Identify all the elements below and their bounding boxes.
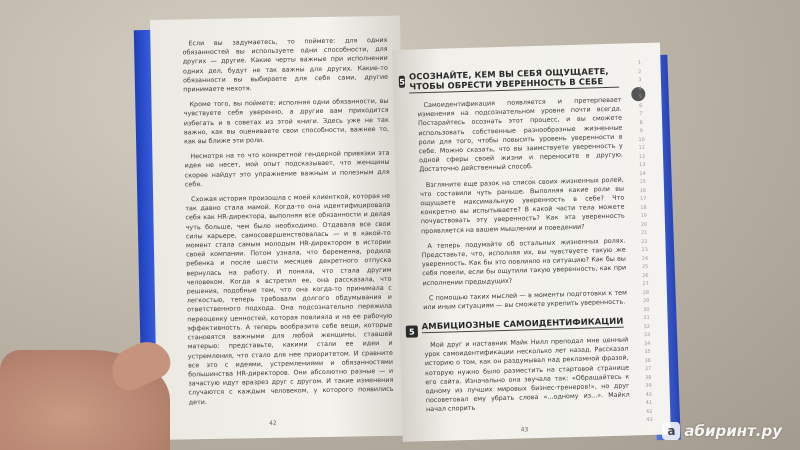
chapter-tab-number: 18	[640, 204, 647, 211]
chapter-tab-number: 11	[638, 144, 646, 152]
chapter-tab-number: 17	[639, 195, 647, 203]
chapter-tab-number: 38	[644, 374, 652, 381]
left-page-text	[182, 36, 393, 413]
right-paragraph: Взгляните еще разок на список своих жизненных ролей, что составили чуть раньше. Выполняя какие роли вы ощущаете максимальную уверенность в себе? Что конкретно вы испытываете? В какой части тела можете почувствовать эту уверенность? Как эта уверенность проявляется на вашем мышлении и поведении?	[419, 175, 625, 235]
chapter-tab-number: 14	[639, 170, 646, 177]
right-page-text-bottom	[424, 336, 630, 421]
chapter-tab-number: 6	[638, 102, 643, 109]
chapter-tab-number: 33	[643, 331, 651, 339]
chapter-tab-number: 28	[642, 289, 650, 296]
chapter-tab-number: 2	[638, 68, 642, 75]
right-paragraph: Самоидентификация появляется и претерпевает изменения на подсознательном уровне почти всегда. Постарайтесь осознать этот процесс, и вы сможете использовать собственные разнообразные жизненные роли для того, чтобы повысить уровень уверенности в себе. Можно сказать, что вы заимствуете уверенность у одной сферы своей жизни и переносите в другую. Достаточно действенный способ.	[417, 95, 624, 174]
left-paragraph: Кроме того, вы поймете: исполняя одни обязанности, вы чувствуете себя уверенно, а другие вам приходится избегать и в советах из этой книги. Здесь уже не так важно, как вы оцениваете свои способности, важнее то, как вы ближе эти роли.	[183, 97, 390, 146]
chapter-tab-number: 29	[642, 297, 650, 305]
chapter-tab-number: 13	[639, 161, 646, 169]
chapter-tab-number: 12	[638, 153, 646, 160]
left-paragraph: Если вы задумаетесь, то поймете: для одних обязанностей вы используете одни способности, для других — другие. Какие черты важные при исполнении одних дел, будут не так важны для других. Какие-то обязанности вы выбираете для себя сами, другие принимаете нехотя.	[182, 35, 389, 94]
chapter-tab-number: 26	[642, 272, 649, 279]
chapter-tab-number: 32	[643, 323, 651, 330]
section-heading-confidence	[399, 66, 620, 94]
right-page	[392, 43, 671, 442]
chapter-tab-number: 1	[637, 60, 642, 67]
chapter-tab-number: 31	[643, 314, 650, 322]
watermark	[662, 422, 782, 440]
chapter-tab-number: 15	[639, 178, 647, 186]
left-page	[150, 16, 407, 440]
chapter-tab-number: 21	[640, 229, 648, 237]
chapter-tab-number: 22	[641, 238, 648, 245]
chapter-tab-number: 40	[645, 391, 652, 398]
left-page-number: 42	[268, 419, 277, 427]
labirint-logo-icon: a	[662, 422, 680, 440]
chapter-tab-number: 34	[644, 340, 651, 347]
right-page-text	[417, 96, 627, 319]
right-paragraph: Мой друг и наставник Майк Нилл преподал мне ценный урок самоидентификации несколько лет назад. Рассказал историю о том, как он раздумывал над рекламной фразой, которую нужно было разместить на стартовой странице его сайта. Изначально она звучала так: «Обращайтесь к одному из лучших мировых бизнес-тренеров!», но друг посоветовал ему убрать слова «...одному из...». Майкл начал спорить	[424, 335, 630, 414]
chapter-tab-number: 37	[644, 365, 652, 373]
watermark-text: абиринт.ру	[684, 422, 782, 440]
right-paragraph: А теперь подумайте об остальных жизненных ролях. Представьте, что, исполняя их, вы чувствуете такую же уверенность. Как бы это повлияло на ситуацию? Как бы вы себя повели, если бы ощутили такую уверенность, как при исполнении предыдущих?	[421, 236, 627, 287]
chapter-tab-number: 4	[638, 85, 642, 92]
section-badge-icon: 5	[406, 325, 418, 337]
chapter-tab-number: 19	[640, 212, 648, 220]
section-title: АМБИЦИОЗНЫЕ САМОИДЕНТИФИКАЦИИ	[421, 315, 624, 332]
left-paragraph: Схожая история произошла с моей клиенткой, которая не так давно стала мамой. Когда-то она идентифицировала себя как HR-директора, выполняя все обязанности и делая чуть больше, чем было необходимо. Отдавала все свои силы карьере, самосовершенствовалась — и в какой-то момент стала самым молодым HR-директором в истории своей компании. Потом узнала, что беременна, родила ребенка и после шести месяцев декретного отпуска вернулась на работу. И поняла, что стала другим человеком. Когда я встретил ее, она рассказала, что решения, подобные тем, что она когда-то принимала с легкостью, теперь требовали долгого обдумывания и ответственного подхода. Она подсознательно пережила переоценку ценностей, которая повлияла и на ее рабочую эффективность. А теперь вообразите себе вещи, которые становятся важными для любой женщины, ставшей матерью: представьте, какими стали ее идеи и устремления, что стало для нее приоритетом. И сравните все это с идеями, устремлениями и обязанностями большинства HR-директоров. Они абсолютно разные — и зачастую идут вразрез друг с другом. И такие изменения случаются с каждым человеком, у которого появились дети.	[185, 191, 394, 406]
chapter-tab-number: 20	[640, 221, 648, 228]
chapter-tab-number: 23	[641, 246, 648, 254]
right-paragraph: С помощью таких мыслей — в моменты подготовки к тем или иным ситуациям — вы сможете укрепить уверенность.	[423, 288, 627, 312]
right-page-number: 43	[520, 426, 529, 434]
chapter-tab-number: 35	[644, 348, 651, 356]
chapter-tab-number: 43	[646, 416, 653, 424]
chapter-tab-number: 24	[641, 255, 649, 262]
section-badge-icon: 5	[399, 77, 405, 87]
left-paragraph: Несмотря на то что конкретной гендерной привязки эта идея не несет, мой опыт подсказывает, что женщины скорее найдут это упражнение важным и полезным для себя.	[184, 149, 390, 189]
chapter-tab-number: 3	[638, 77, 642, 84]
chapter-tab-number: 25	[641, 263, 649, 271]
chapter-tab-number: 9	[639, 128, 644, 135]
section-heading-ambitious	[406, 316, 626, 338]
chapter-tab-number: 27	[642, 280, 649, 288]
chapter-tab-number: 8	[639, 119, 643, 126]
chapter-tab-number: 41	[645, 399, 653, 407]
chapter-tab-number: 16	[639, 187, 647, 194]
chapter-tab-number: 10	[638, 136, 645, 143]
chapter-tab-number: 42	[645, 408, 653, 415]
chapter-tab-number: 5	[638, 94, 643, 101]
chapter-tab-numbers	[624, 59, 664, 430]
chapter-tab-number: 30	[643, 306, 650, 313]
chapter-tab-number: 7	[639, 111, 643, 118]
chapter-tab-number: 36	[644, 357, 652, 364]
chapter-tab-number: 39	[645, 382, 652, 390]
section-title: ОСОЗНАЙТЕ, КЕМ ВЫ СЕБЯ ОЩУЩАЕТЕ, ЧТОБЫ ОБРЕСТИ УВЕРЕННОСТЬ В СЕБЕ	[409, 66, 619, 94]
